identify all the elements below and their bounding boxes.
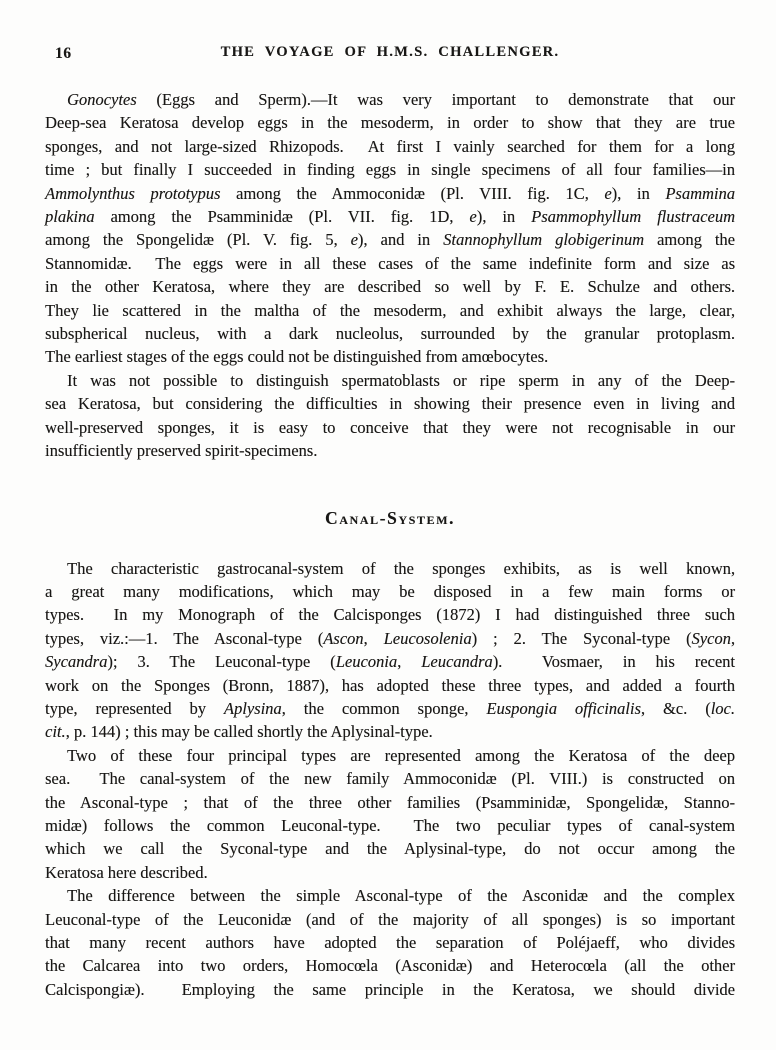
- text-line: in the other Keratosa, where they are described so well by F. E. Schulze and others.: [45, 277, 735, 297]
- text-line: The earliest stages of the eggs could not be distinguished from amœbocytes.: [45, 347, 549, 367]
- text-line: work on the Sponges (Bronn, 1887), has adopted these three types, and added a fourth: [45, 675, 735, 695]
- text-line: Two of these four principal types are represented among the Keratosa of the deep: [67, 745, 735, 765]
- text-line: Gonocytes (Eggs and Sperm).—It was very important to demonstrate that our: [67, 90, 735, 109]
- text-line: The characteristic gastrocanal-system of the sponges exhibits, as is well known,: [67, 558, 735, 578]
- gonocytes-section: [45, 88, 735, 463]
- text-line: It was not possible to distinguish spermatoblasts or ripe sperm in any of the Deep-: [67, 370, 735, 390]
- text-line: The difference between the simple Asconal-type of the Asconidæ and the complex: [67, 886, 735, 906]
- text-line: midæ) follows the common Leuconal-type. The two peculiar types of canal-system: [45, 815, 735, 835]
- page-number: 16: [55, 45, 72, 62]
- text-line: Keratosa here described.: [45, 862, 208, 882]
- text-line: Sycandra); 3. The Leuconal-type (Leuconia, Leucandra). Vosmaer, in his recent: [45, 652, 736, 672]
- text-line: Deep-sea Keratosa develop eggs in the mesoderm, in order to show that they are true: [45, 113, 735, 133]
- text-line: time ; but finally I succeeded in finding eggs in single specimens of all four families—in: [45, 160, 735, 180]
- text-line: type, represented by Aplysina, the common sponge, Euspongia officinalis, &c. (loc.: [45, 698, 735, 718]
- paragraph: [45, 369, 735, 463]
- running-header-title: THE VOYAGE OF H.M.S. CHALLENGER.: [220, 44, 560, 60]
- text-line: They lie scattered in the maltha of the mesoderm, and exhibit always the large, clear,: [45, 300, 735, 320]
- text-line: which we call the Syconal-type and the Aplysinal-type, do not occur among the: [45, 839, 735, 859]
- text-line: Stannomidæ. The eggs were in all these cases of the same indefinite form and size as: [45, 253, 735, 273]
- text-line: the Asconal-type ; that of the three other families (Psamminidæ, Spongelidæ, Stanno-: [45, 792, 735, 812]
- text-line: sponges, and not large-sized Rhizopods. At first I vainly searched for them for a long: [45, 136, 735, 156]
- text-line: types, viz.:—1. The Asconal-type (Ascon, Leucosolenia) ; 2. The Syconal-type (Sycon,: [45, 628, 735, 648]
- text-line: among the Spongelidæ (Pl. V. fig. 5, e), and in Stannophyllum globigerinum among the: [45, 230, 735, 250]
- text-line: cit., p. 144) ; this may be called shortly the Aplysinal-type.: [45, 722, 433, 742]
- text-line: Ammolynthus prototypus among the Ammoconidæ (Pl. VIII. fig. 1C, e), in Psammina: [45, 183, 736, 203]
- text-line: well-preserved sponges, it is easy to conceive that they were not recognisable in our: [45, 417, 735, 437]
- canal-system-section: [45, 557, 735, 1002]
- paragraph: [45, 88, 735, 369]
- text-line: Leuconal-type of the Leuconidæ (and of the majority of all sponges) is so important: [45, 909, 735, 929]
- text-line: types. In my Monograph of the Calcisponges (1872) I had distinguished three such: [45, 605, 735, 625]
- paragraph: [45, 744, 735, 884]
- text-line: a great many modifications, which may be disposed in a few main forms or: [45, 581, 735, 601]
- text-line: that many recent authors have adopted the separation of Poléjaeff, who divides: [45, 933, 735, 952]
- text-line: sea. The canal-system of the new family Ammoconidæ (Pl. VIII.) is constructed on: [45, 769, 735, 789]
- paragraph: [45, 884, 735, 1001]
- section-heading: Canal-System.: [324, 507, 456, 528]
- page-body: [45, 88, 735, 1001]
- text-line: sea Keratosa, but considering the difficulties in showing their presence even in living and: [45, 394, 735, 414]
- text-line: insufficiently preserved spirit-specimens.: [45, 441, 318, 461]
- text-line: Calcispongiæ). Employing the same principle in the Keratosa, we should divide: [45, 979, 735, 999]
- text-line: subspherical nucleus, with a dark nucleolus, surrounded by the granular protoplasm.: [45, 324, 735, 344]
- text-line: the Calcarea into two orders, Homocœla (Asconidæ) and Heterocœla (all the other: [45, 956, 735, 976]
- running-header: [45, 44, 735, 64]
- text-line: plakina among the Psamminidæ (Pl. VII. fig. 1D, e), in Psammophyllum flustraceum: [45, 207, 735, 227]
- paragraph: [45, 557, 735, 744]
